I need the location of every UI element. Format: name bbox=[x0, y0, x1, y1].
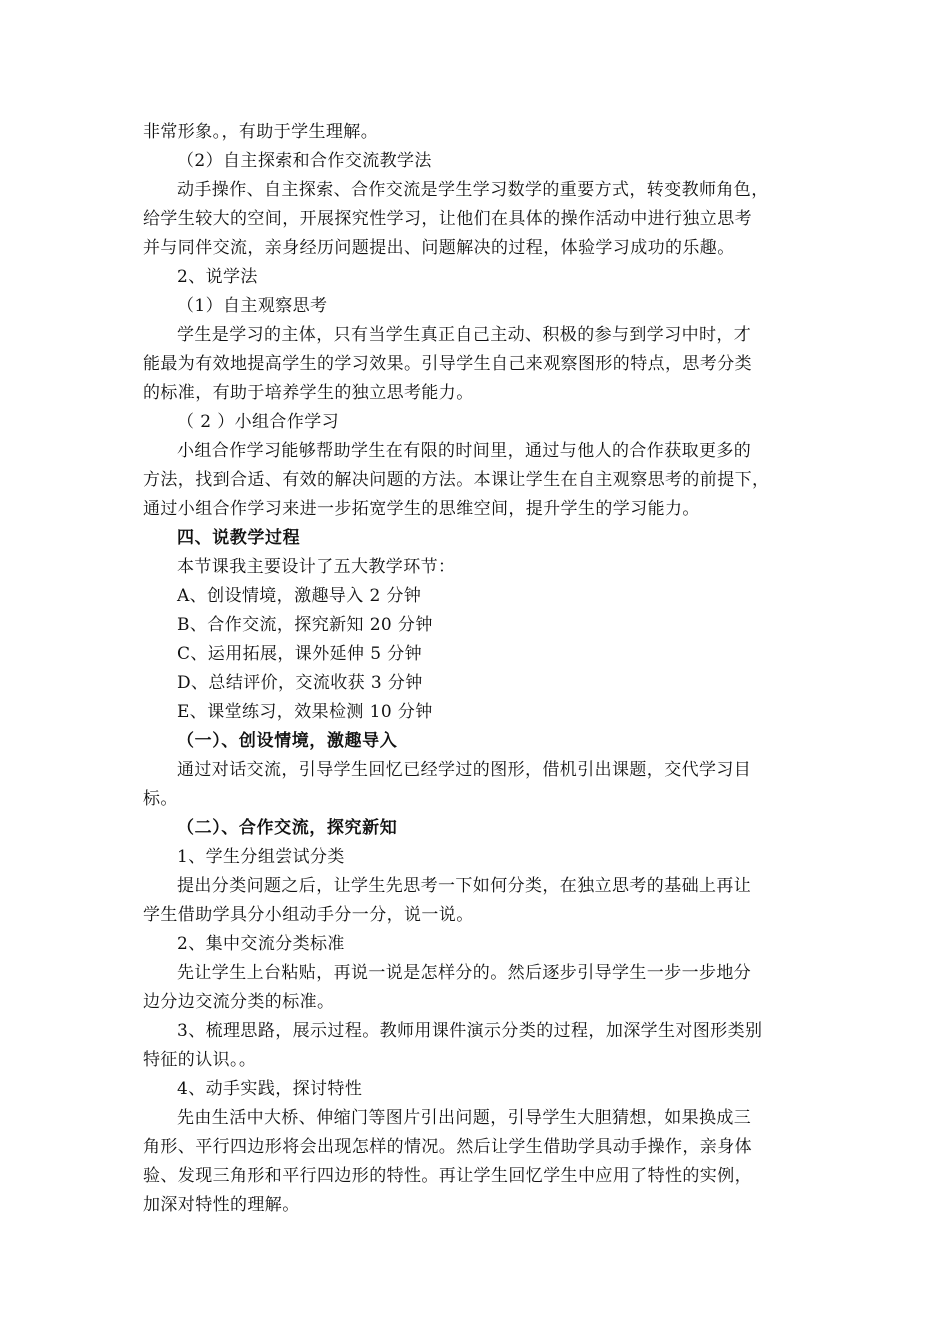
text-line: 2、说学法 bbox=[177, 267, 258, 287]
text-line: 学生是学习的主体，只有当学生真正自己主动、积极的参与到学习中时，才 bbox=[177, 325, 752, 345]
text-line: 学生借助学具分小组动手分一分，说一说。 bbox=[143, 905, 474, 925]
section-heading: （二）、合作交流，探究新知 bbox=[177, 818, 398, 838]
text-line: （ 2 ）小组合作学习 bbox=[177, 412, 340, 432]
text-line: 加深对特性的理解。 bbox=[143, 1195, 300, 1215]
text-line: 标。 bbox=[143, 789, 178, 809]
text-line: 给学生较大的空间，开展探究性学习，让他们在具体的操作活动中进行独立思考 bbox=[143, 209, 752, 229]
text-line: 1、学生分组尝试分类 bbox=[177, 847, 345, 867]
text-line: 动手操作、自主探索、合作交流是学生学习数学的重要方式，转变教师角色， bbox=[177, 180, 769, 200]
text-line: （2）自主探索和合作交流教学法 bbox=[177, 151, 432, 171]
text-line: E、课堂练习，效果检测 10 分钟 bbox=[177, 702, 433, 722]
text-line: 方法，找到合适、有效的解决问题的方法。本课让学生在自主观察思考的前提下， bbox=[143, 470, 770, 490]
text-line: 非常形象。，有助于学生理解。 bbox=[143, 122, 379, 142]
text-line: 能最为有效地提高学生的学习效果。引导学生自己来观察图形的特点，思考分类 bbox=[143, 354, 752, 374]
text-line: D、总结评价，交流收获 3 分钟 bbox=[177, 673, 423, 693]
text-line: 边分边交流分类的标准。 bbox=[143, 992, 335, 1012]
text-line: 并与同伴交流，亲身经历问题提出、问题解决的过程，体验学习成功的乐趣。 bbox=[143, 238, 735, 258]
text-line: 验、发现三角形和平行四边形的特性。再让学生回忆学生中应用了特性的实例， bbox=[143, 1166, 752, 1186]
text-line: 2、集中交流分类标准 bbox=[177, 934, 345, 954]
text-line: 先由生活中大桥、伸缩门等图片引出问题，引导学生大胆猜想，如果换成三 bbox=[177, 1108, 752, 1128]
text-line: 的标准，有助于培养学生的独立思考能力。 bbox=[143, 383, 474, 403]
text-line: 角形、平行四边形将会出现怎样的情况。然后让学生借助学具动手操作，亲身体 bbox=[143, 1137, 752, 1157]
text-line: 4、动手实践，探讨特性 bbox=[177, 1079, 363, 1099]
text-line: 本节课我主要设计了五大教学环节： bbox=[177, 557, 456, 577]
text-line: B、合作交流，探究新知 20 分钟 bbox=[177, 615, 433, 635]
text-line: 3、梳理思路，展示过程。教师用课件演示分类的过程，加深学生对图形类别 bbox=[177, 1021, 763, 1041]
text-line: 通过小组合作学习来进一步拓宽学生的思维空间，提升学生的学习能力。 bbox=[143, 499, 700, 519]
section-heading: 四、说教学过程 bbox=[177, 528, 301, 548]
section-heading: （一）、创设情境，激趣导入 bbox=[177, 731, 398, 751]
text-line: （1）自主观察思考 bbox=[177, 296, 328, 316]
text-line: 特征的认识。。 bbox=[143, 1050, 257, 1070]
text-line: 先让学生上台粘贴，再说一说是怎样分的。然后逐步引导学生一步一步地分 bbox=[177, 963, 752, 983]
text-line: C、运用拓展，课外延伸 5 分钟 bbox=[177, 644, 423, 664]
text-line: A、创设情境，激趣导入 2 分钟 bbox=[177, 586, 422, 606]
text-line: 通过对话交流，引导学生回忆已经学过的图形，借机引出课题，交代学习目 bbox=[177, 760, 752, 780]
text-line: 小组合作学习能够帮助学生在有限的时间里，通过与他人的合作获取更多的 bbox=[177, 441, 752, 461]
text-line: 提出分类问题之后，让学生先思考一下如何分类，在独立思考的基础上再让 bbox=[177, 876, 752, 896]
document-page bbox=[143, 118, 811, 1220]
